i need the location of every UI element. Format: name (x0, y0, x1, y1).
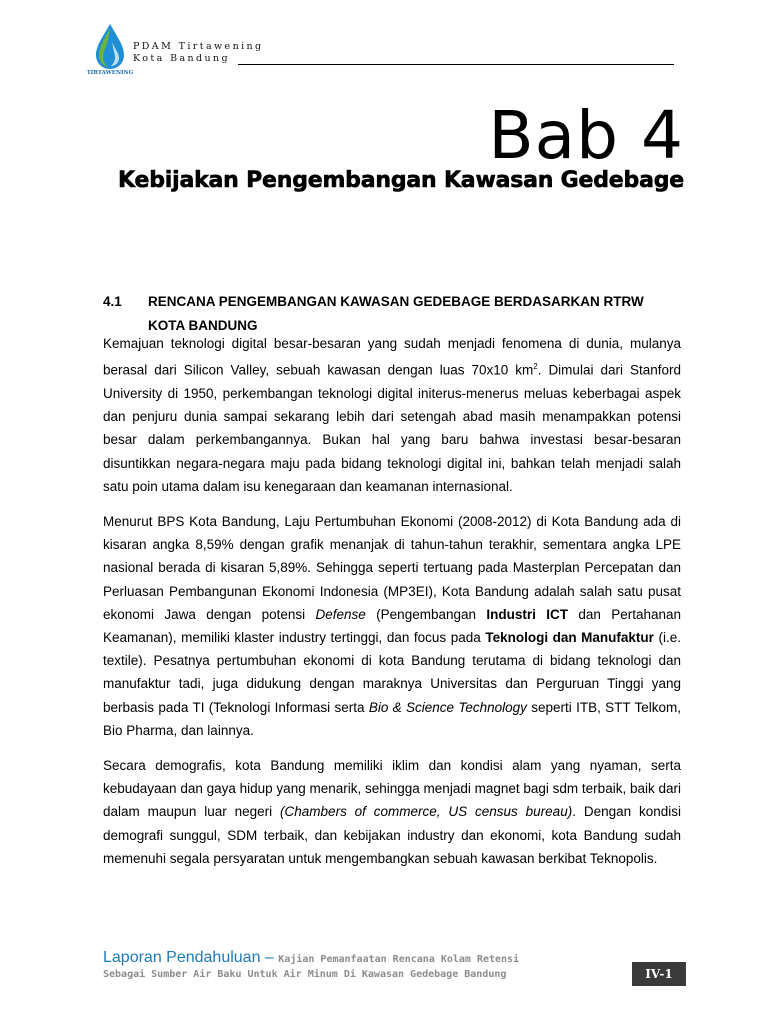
p3-text-a: Secara demografis, kota Bandung memiliki iklim dan kondisi alam yang nyaman, serta kebudayaan dan gaya hidup yang menarik, sehingga menjadi magnet bagi sdm terbaik, baik dari dalam maupun luar negeri (103, 757, 681, 820)
section-title-line2: KOTA BANDUNG (148, 318, 258, 333)
body-text (103, 332, 681, 882)
p1-superscript: 2 (533, 362, 538, 372)
p2-text-b: (Pengembangan (365, 606, 487, 622)
p2-text-a: Menurut BPS Kota Bandung, Laju Pertumbuhan Ekonomi (2008-2012) di Kota Bandung ada di kisaran angka 8,59% dengan grafik menanjak di tahun-tahun terakhir, sementara angka LPE nasional berada di kisaran 5,89%. Sehingga seperti tertuang pada Masterplan Percepatan dan Perluasan Pembangunan Ekonomi Indonesia (MP3EI), Kota Bandung adalah salah satu pusat ekonomi Jawa dengan potensi (103, 513, 681, 622)
p2-text-e: seperti ITB, STT Telkom, Bio Pharma, dan lainnya. (103, 699, 681, 738)
chapter-number: Bab 4 (488, 97, 684, 174)
section-number: 4.1 (103, 294, 122, 309)
p1-text-a: Kemajuan teknologi digital besar-besaran yang sudah menjadi fenomena di dunia, mulanya berasal dari Silicon Valley, sebuah kawasan dengan luas 70x10 km (103, 336, 681, 378)
footer-subtitle-1: Kajian Pemanfaatan Rencana Kolam Retensi (278, 954, 520, 965)
p3-text-b: . Dengan kondisi demografi sunggul, SDM terbaik, dan kebijakan industry dan ekonomi, kota Bandung sudah memenuhi segala persyaratan untuk mengembangkan sebuah kawasan berkibat Teknopolis. (103, 804, 681, 866)
header-rule (238, 64, 674, 65)
logo-label: TIRTAWENING (86, 70, 134, 76)
p2-defense: Defense (315, 606, 366, 622)
p2-text-c: dan Pertahanan Keamanan), memiliki klaster industry tertinggi, dan focus pada (103, 606, 681, 645)
chapter-title: Kebijakan Pengembangan Kawasan Gedebage (118, 168, 684, 193)
p1-text-b: . Dimulai dari Stanford University di 1950, perkembangan teknologi digital initerus-menerus meluas keberbagai aspek dan penjuru dunia sampai sekarang lebih dari setengah abad masih menampakkan potensi besar dalam perkembangannya. Bukan hal yang baru bahwa investasi besar-besaran disuntikkan negara-negara maju pada bidang teknologi digital ini, bahkan telah menjadi salah satu poin utama dalam isu kenegaraan dan keamanan internasional. (103, 362, 681, 494)
page-number-badge: IV-1 (632, 962, 686, 986)
p2-teknologi-manufaktur: Teknologi dan Manufaktur (485, 629, 654, 645)
header-org (133, 41, 264, 65)
paragraph-3 (103, 754, 681, 870)
p2-bio-science: Bio & Science Technology (368, 699, 527, 715)
footer-subtitle-2: Sebagai Sumber Air Baku Untuk Air Minum Di Kawasan Gedebage Bandung (103, 969, 507, 980)
footer-title (103, 948, 519, 970)
p2-text-d: (i.e. textile). Pesatnya pertumbuhan ekonomi di kota Bandung terutama di bidang teknologi dan manufaktur tadi, juga didukung dengan maraknya Universitas dan Perguruan Tinggi yang berbasis pada TI (Teknologi Informasi serta (103, 629, 681, 715)
section-title-line1: RENCANA PENGEMBANGAN KAWASAN GEDEBAGE BERDASARKAN RTRW (148, 294, 644, 309)
paragraph-2 (103, 510, 681, 742)
org-city: Kota Bandung (133, 53, 231, 64)
footer-report-name: Laporan Pendahuluan – (103, 949, 274, 966)
org-name: PDAM Tirtawening (133, 41, 264, 52)
p3-citation: (Chambers of commerce, US census bureau) (280, 804, 573, 820)
p2-industri-ict: Industri ICT (486, 606, 568, 622)
paragraph-1 (103, 332, 681, 498)
pdam-logo (88, 22, 132, 78)
section-title (148, 290, 688, 338)
